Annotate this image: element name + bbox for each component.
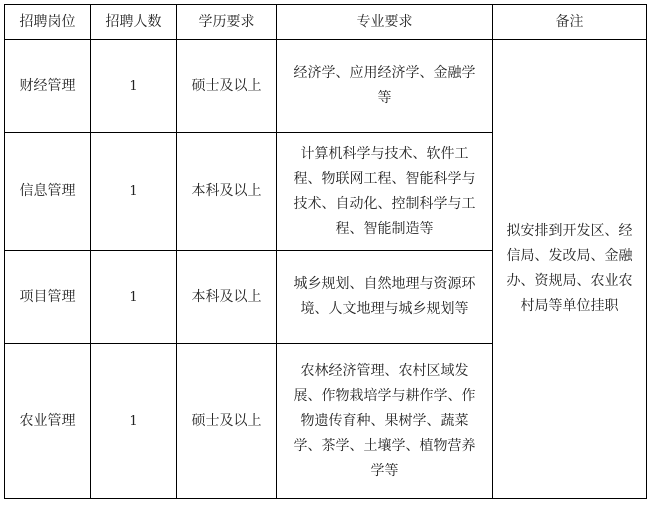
- note-cell: 拟安排到开发区、经信局、发改局、金融办、资规局、农业农村局等单位挂职: [493, 40, 647, 499]
- header-major: 专业要求: [277, 5, 493, 40]
- count-cell: 1: [91, 251, 177, 344]
- position-cell: 财经管理: [5, 40, 91, 133]
- recruitment-table: [4, 4, 647, 499]
- major-cell: 计算机科学与技术、软件工程、物联网工程、智能科学与技术、自动化、控制科学与工程、智能制造等: [277, 133, 493, 251]
- education-cell: 本科及以上: [177, 133, 277, 251]
- header-position: 招聘岗位: [5, 5, 91, 40]
- header-education: 学历要求: [177, 5, 277, 40]
- position-cell: 农业管理: [5, 344, 91, 499]
- major-cell: 城乡规划、自然地理与资源环境、人文地理与城乡规划等: [277, 251, 493, 344]
- table-row: [5, 40, 647, 133]
- count-cell: 1: [91, 40, 177, 133]
- major-cell: 农林经济管理、农村区域发展、作物栽培学与耕作学、作物遗传育种、果树学、蔬菜学、茶学、土壤学、植物营养学等: [277, 344, 493, 499]
- header-row: [5, 5, 647, 40]
- education-cell: 硕士及以上: [177, 344, 277, 499]
- count-cell: 1: [91, 133, 177, 251]
- position-cell: 信息管理: [5, 133, 91, 251]
- position-cell: 项目管理: [5, 251, 91, 344]
- count-cell: 1: [91, 344, 177, 499]
- header-count: 招聘人数: [91, 5, 177, 40]
- education-cell: 本科及以上: [177, 251, 277, 344]
- header-note: 备注: [493, 5, 647, 40]
- major-cell: 经济学、应用经济学、金融学等: [277, 40, 493, 133]
- education-cell: 硕士及以上: [177, 40, 277, 133]
